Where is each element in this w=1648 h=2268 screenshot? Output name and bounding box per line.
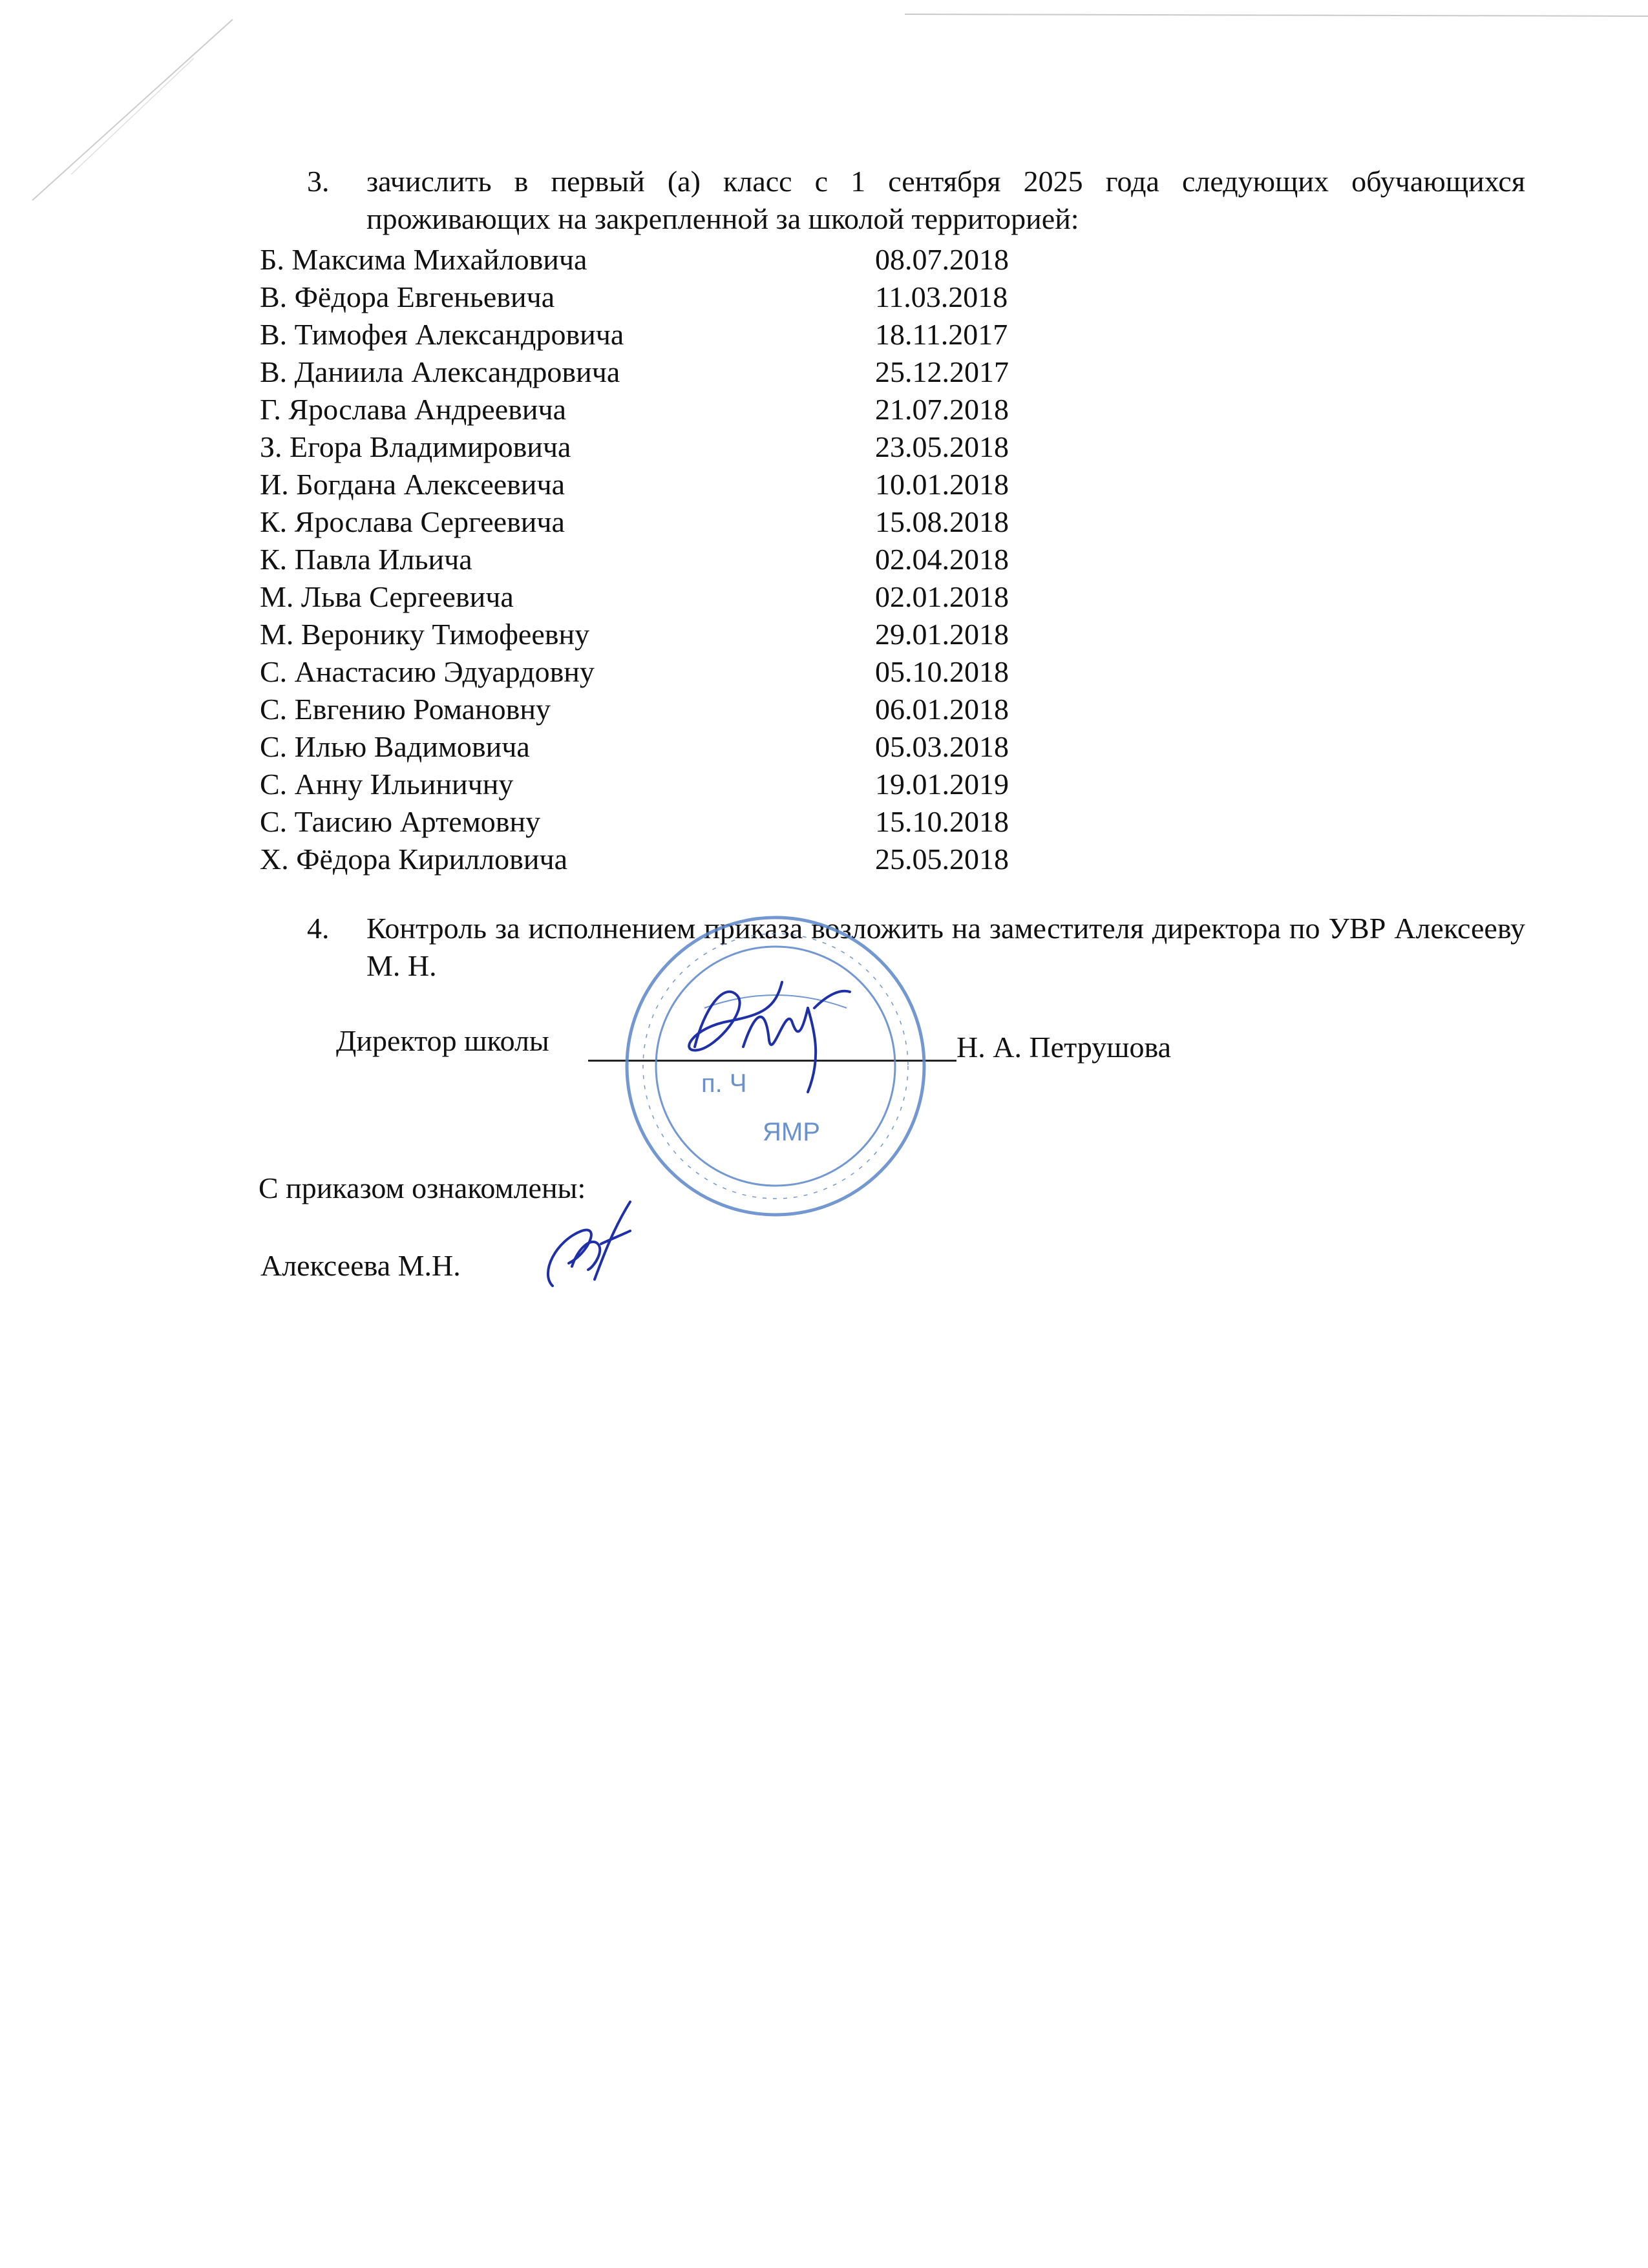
director-title: Директор школы <box>336 1024 549 1057</box>
student-row <box>260 653 1100 691</box>
acknowledged-heading: С приказом ознакомлены: <box>259 1171 586 1204</box>
student-name: С. Илью Вадимовича <box>260 730 530 763</box>
student-birth-date: 23.05.2018 <box>875 430 1009 463</box>
student-name: И. Богдана Алексеевича <box>260 468 565 501</box>
student-birth-date: 18.11.2017 <box>875 318 1008 351</box>
clause-4-text: Контроль за исполнением приказа возложить на заместителя директора по УВР Алексееву М. Н. <box>366 912 1525 982</box>
student-row <box>260 391 1100 428</box>
student-birth-date: 15.08.2018 <box>875 505 1009 538</box>
student-name: С. Анну Ильиничну <box>260 768 514 801</box>
student-birth-date: 05.03.2018 <box>875 730 1009 763</box>
director-name: Н. А. Петрушова <box>956 1031 1172 1064</box>
student-name: Г. Ярослава Андреевича <box>260 393 567 426</box>
student-row <box>260 841 1100 878</box>
student-birth-date: 06.01.2018 <box>875 693 1009 726</box>
student-birth-date: 25.05.2018 <box>875 843 1009 876</box>
student-birth-date: 11.03.2018 <box>875 280 1008 313</box>
student-name: Б. Максима Михайловича <box>260 243 587 276</box>
student-row <box>260 803 1100 841</box>
student-row <box>260 578 1100 616</box>
student-row <box>260 616 1100 653</box>
clause-3 <box>307 163 1525 238</box>
student-row <box>260 241 1100 278</box>
student-name: С. Анастасию Эдуардовну <box>260 655 595 688</box>
student-row <box>260 278 1100 316</box>
student-row <box>260 316 1100 353</box>
student-row <box>260 466 1100 503</box>
student-name: М. Веронику Тимофеевну <box>260 618 590 651</box>
student-birth-date: 15.10.2018 <box>875 805 1009 838</box>
student-name: З. Егора Владимировича <box>260 430 571 463</box>
student-name: М. Льва Сергеевича <box>260 580 514 613</box>
clause-4 <box>307 910 1525 985</box>
student-birth-date: 05.10.2018 <box>875 655 1009 688</box>
student-name: К. Ярослава Сергеевича <box>260 505 565 538</box>
student-row <box>260 728 1100 766</box>
student-name: В. Фёдора Евгеньевича <box>260 280 555 313</box>
stamp-text-suffix: ЯМР <box>763 1118 820 1146</box>
student-row <box>260 428 1100 466</box>
clause-4-number: 4. <box>307 912 330 945</box>
student-birth-date: 02.04.2018 <box>875 543 1009 576</box>
student-birth-date: 08.07.2018 <box>875 243 1009 276</box>
student-row <box>260 691 1100 728</box>
student-name: С. Таисию Артемовну <box>260 805 541 838</box>
student-birth-date: 19.01.2019 <box>875 768 1009 801</box>
director-signature-line <box>588 1060 956 1062</box>
student-name: В. Даниила Александровича <box>260 355 620 388</box>
student-birth-date: 10.01.2018 <box>875 468 1009 501</box>
student-name: К. Павла Ильича <box>260 543 472 576</box>
acknowledged-person: Алексеева М.Н. <box>260 1249 461 1282</box>
stamp-text-place: п. Ч <box>701 1069 747 1098</box>
student-name: В. Тимофея Александровича <box>260 318 624 351</box>
student-row <box>260 353 1100 391</box>
clause-3-text: зачислить в первый (а) класс с 1 сентября 2025 года следующих обучающихся проживающих на закрепленной за школой территорией: <box>366 165 1525 235</box>
clause-3-number: 3. <box>307 165 330 198</box>
student-row <box>260 766 1100 803</box>
student-row <box>260 541 1100 578</box>
student-birth-date: 25.12.2017 <box>875 355 1009 388</box>
student-name: С. Евгению Романовну <box>260 693 551 726</box>
student-birth-date: 02.01.2018 <box>875 580 1009 613</box>
student-name: Х. Фёдора Кирилловича <box>260 843 568 876</box>
student-row <box>260 503 1100 541</box>
student-birth-date: 21.07.2018 <box>875 393 1009 426</box>
student-birth-date: 29.01.2018 <box>875 618 1009 651</box>
